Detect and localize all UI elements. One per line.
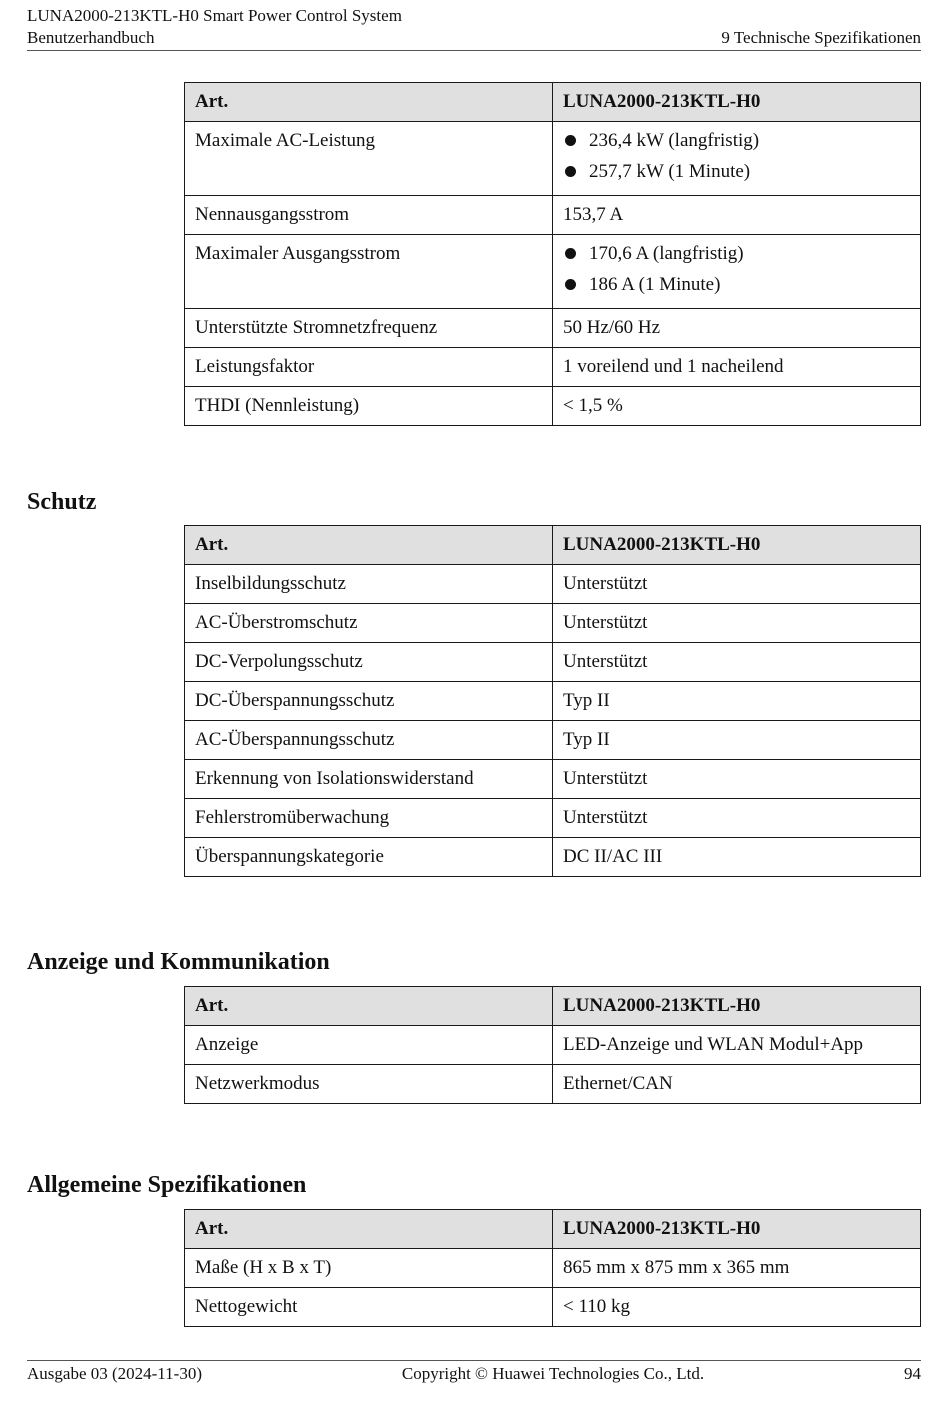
footer-copyright: Copyright © Huawei Technologies Co., Ltd. bbox=[401, 1364, 705, 1383]
row-value: 865 mm x 875 mm x 365 mm bbox=[553, 1249, 921, 1288]
table-header-row bbox=[185, 987, 921, 1026]
row-label: Inselbildungsschutz bbox=[185, 565, 553, 604]
row-value: < 110 kg bbox=[553, 1288, 921, 1327]
row-value: Unterstützt bbox=[553, 799, 921, 838]
row-label: Leistungsfaktor bbox=[185, 348, 553, 387]
row-value: LED-Anzeige und WLAN Modul+App bbox=[553, 1026, 921, 1065]
table-row bbox=[185, 604, 921, 643]
row-label: DC-Verpolungsschutz bbox=[185, 643, 553, 682]
column-header-type: Art. bbox=[185, 1210, 553, 1249]
row-label: THDI (Nennleistung) bbox=[185, 387, 553, 426]
column-header-type: Art. bbox=[185, 83, 553, 122]
table-row bbox=[185, 565, 921, 604]
table-row bbox=[185, 838, 921, 877]
general-spec-table bbox=[184, 1209, 921, 1327]
row-value: < 1,5 % bbox=[553, 387, 921, 426]
display-spec-table bbox=[184, 986, 921, 1104]
bullet-item: 257,7 kW (1 Minute) bbox=[563, 156, 910, 187]
row-value: Unterstützt bbox=[553, 604, 921, 643]
table-row bbox=[185, 196, 921, 235]
row-label: Nettogewicht bbox=[185, 1288, 553, 1327]
row-label: Maximale AC-Leistung bbox=[185, 122, 553, 196]
table-row bbox=[185, 348, 921, 387]
row-value: 1 voreilend und 1 nacheilend bbox=[553, 348, 921, 387]
page-number: 94 bbox=[903, 1364, 921, 1383]
header-doc-type: Benutzerhandbuch bbox=[27, 28, 155, 47]
table-header-row bbox=[185, 526, 921, 565]
bullet-list bbox=[563, 238, 910, 300]
row-value: 50 Hz/60 Hz bbox=[553, 309, 921, 348]
row-label: DC-Überspannungsschutz bbox=[185, 682, 553, 721]
bullet-item: 186 A (1 Minute) bbox=[563, 269, 910, 300]
row-value: Unterstützt bbox=[553, 643, 921, 682]
output-spec-table bbox=[184, 82, 921, 426]
row-label: Unterstützte Stromnetzfrequenz bbox=[185, 309, 553, 348]
column-header-model: LUNA2000-213KTL-H0 bbox=[553, 987, 921, 1026]
row-value: DC II/AC III bbox=[553, 838, 921, 877]
row-value bbox=[553, 122, 921, 196]
table-row bbox=[185, 799, 921, 838]
column-header-type: Art. bbox=[185, 987, 553, 1026]
page-footer bbox=[27, 1360, 921, 1385]
bullet-list bbox=[563, 125, 910, 187]
column-header-model: LUNA2000-213KTL-H0 bbox=[553, 1210, 921, 1249]
column-header-model: LUNA2000-213KTL-H0 bbox=[553, 526, 921, 565]
column-header-model: LUNA2000-213KTL-H0 bbox=[553, 83, 921, 122]
row-label: AC-Überstromschutz bbox=[185, 604, 553, 643]
row-label: Maße (H x B x T) bbox=[185, 1249, 553, 1288]
row-value: Typ II bbox=[553, 721, 921, 760]
table-row bbox=[185, 1026, 921, 1065]
table-row bbox=[185, 1065, 921, 1104]
table-header-row bbox=[185, 83, 921, 122]
section-heading-display: Anzeige und Kommunikation bbox=[27, 949, 330, 975]
table-row bbox=[185, 682, 921, 721]
bullet-item: 236,4 kW (langfristig) bbox=[563, 125, 910, 156]
row-value: Unterstützt bbox=[553, 565, 921, 604]
table-row bbox=[185, 1288, 921, 1327]
row-value: Ethernet/CAN bbox=[553, 1065, 921, 1104]
footer-issue: Ausgabe 03 (2024-11-30) bbox=[27, 1364, 202, 1383]
table-row bbox=[185, 643, 921, 682]
section-heading-protection: Schutz bbox=[27, 489, 97, 515]
row-label: Netzwerkmodus bbox=[185, 1065, 553, 1104]
table-row bbox=[185, 721, 921, 760]
table-row bbox=[185, 760, 921, 799]
bullet-item: 170,6 A (langfristig) bbox=[563, 238, 910, 269]
row-value: Typ II bbox=[553, 682, 921, 721]
row-label: Fehlerstromüberwachung bbox=[185, 799, 553, 838]
column-header-type: Art. bbox=[185, 526, 553, 565]
table-row bbox=[185, 1249, 921, 1288]
page-header bbox=[27, 5, 921, 51]
section-heading-general: Allgemeine Spezifikationen bbox=[27, 1172, 307, 1198]
table-row bbox=[185, 387, 921, 426]
row-label: Maximaler Ausgangsstrom bbox=[185, 235, 553, 309]
row-value: Unterstützt bbox=[553, 760, 921, 799]
table-row bbox=[185, 235, 921, 309]
table-row bbox=[185, 309, 921, 348]
table-header-row bbox=[185, 1210, 921, 1249]
row-label: AC-Überspannungsschutz bbox=[185, 721, 553, 760]
row-value bbox=[553, 235, 921, 309]
table-row bbox=[185, 122, 921, 196]
row-label: Überspannungskategorie bbox=[185, 838, 553, 877]
protection-spec-table bbox=[184, 525, 921, 877]
row-label: Anzeige bbox=[185, 1026, 553, 1065]
header-chapter: 9 Technische Spezifikationen bbox=[721, 28, 921, 47]
row-label: Nennausgangsstrom bbox=[185, 196, 553, 235]
row-value: 153,7 A bbox=[553, 196, 921, 235]
row-label: Erkennung von Isolationswiderstand bbox=[185, 760, 553, 799]
header-product-title: LUNA2000-213KTL-H0 Smart Power Control System bbox=[27, 6, 402, 25]
